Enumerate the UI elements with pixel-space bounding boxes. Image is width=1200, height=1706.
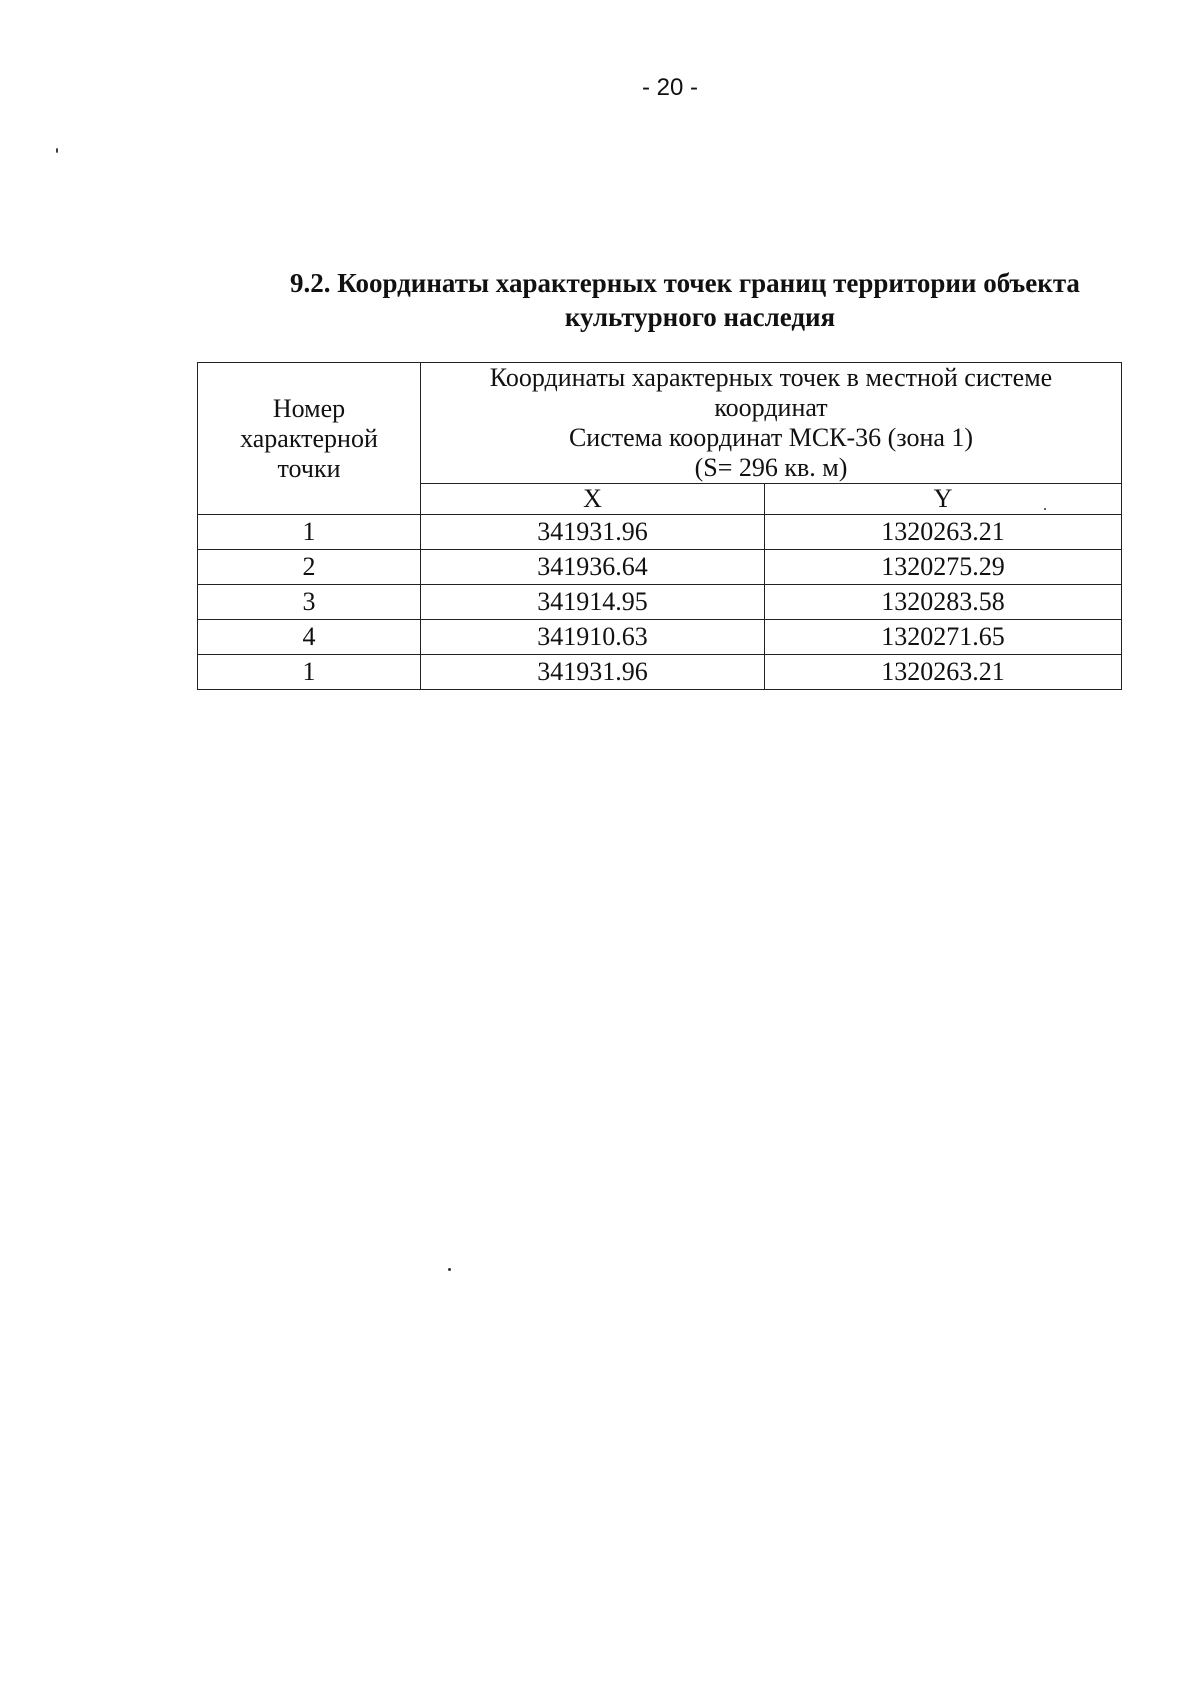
coordinates-table	[197, 362, 1122, 690]
x-coordinate-cell: 341910.63	[421, 620, 765, 655]
table-row	[198, 550, 1122, 585]
coordinates-header-line: координат	[714, 393, 828, 422]
y-coordinate-cell: 1320271.65	[765, 620, 1122, 655]
table-row	[198, 620, 1122, 655]
coordinates-header	[421, 363, 1122, 484]
scan-speck	[1044, 508, 1046, 510]
point-number-cell: 1	[198, 655, 421, 690]
point-number-cell: 2	[198, 550, 421, 585]
point-number-cell: 1	[198, 515, 421, 550]
table-row	[198, 585, 1122, 620]
x-column-header: X	[421, 484, 765, 515]
y-coordinate-cell: 1320283.58	[765, 585, 1122, 620]
point-number-header	[198, 363, 421, 515]
page-number: - 20 -	[641, 74, 698, 101]
table-header-row	[198, 363, 1122, 484]
y-coordinate-cell: 1320263.21	[765, 655, 1122, 690]
heading-line-2: культурного наследия	[564, 302, 836, 332]
point-number-header-line: точки	[277, 453, 341, 483]
point-number-header-line: характерной	[240, 423, 378, 453]
x-coordinate-cell: 341931.96	[421, 655, 765, 690]
heading-line-1: 9.2. Координаты характерных точек границ территории объекта	[290, 268, 1080, 298]
section-heading	[290, 266, 1150, 334]
y-coordinate-cell: 1320275.29	[765, 550, 1122, 585]
y-column-header: Y	[765, 484, 1122, 515]
point-number-cell: 4	[198, 620, 421, 655]
coordinates-header-line: Координаты характерных точек в местной системе	[489, 363, 1053, 392]
scan-speck	[448, 1268, 451, 1271]
coordinates-header-line: Система координат МСК-36 (зона 1)	[568, 423, 974, 452]
point-number-cell: 3	[198, 585, 421, 620]
point-number-header-line: Номер	[272, 393, 346, 423]
scan-speck	[56, 148, 58, 153]
table-row	[198, 655, 1122, 690]
y-coordinate-cell: 1320263.21	[765, 515, 1122, 550]
table-row	[198, 515, 1122, 550]
x-coordinate-cell: 341931.96	[421, 515, 765, 550]
x-coordinate-cell: 341914.95	[421, 585, 765, 620]
x-coordinate-cell: 341936.64	[421, 550, 765, 585]
coordinates-header-line: (S= 296 кв. м)	[694, 453, 848, 482]
